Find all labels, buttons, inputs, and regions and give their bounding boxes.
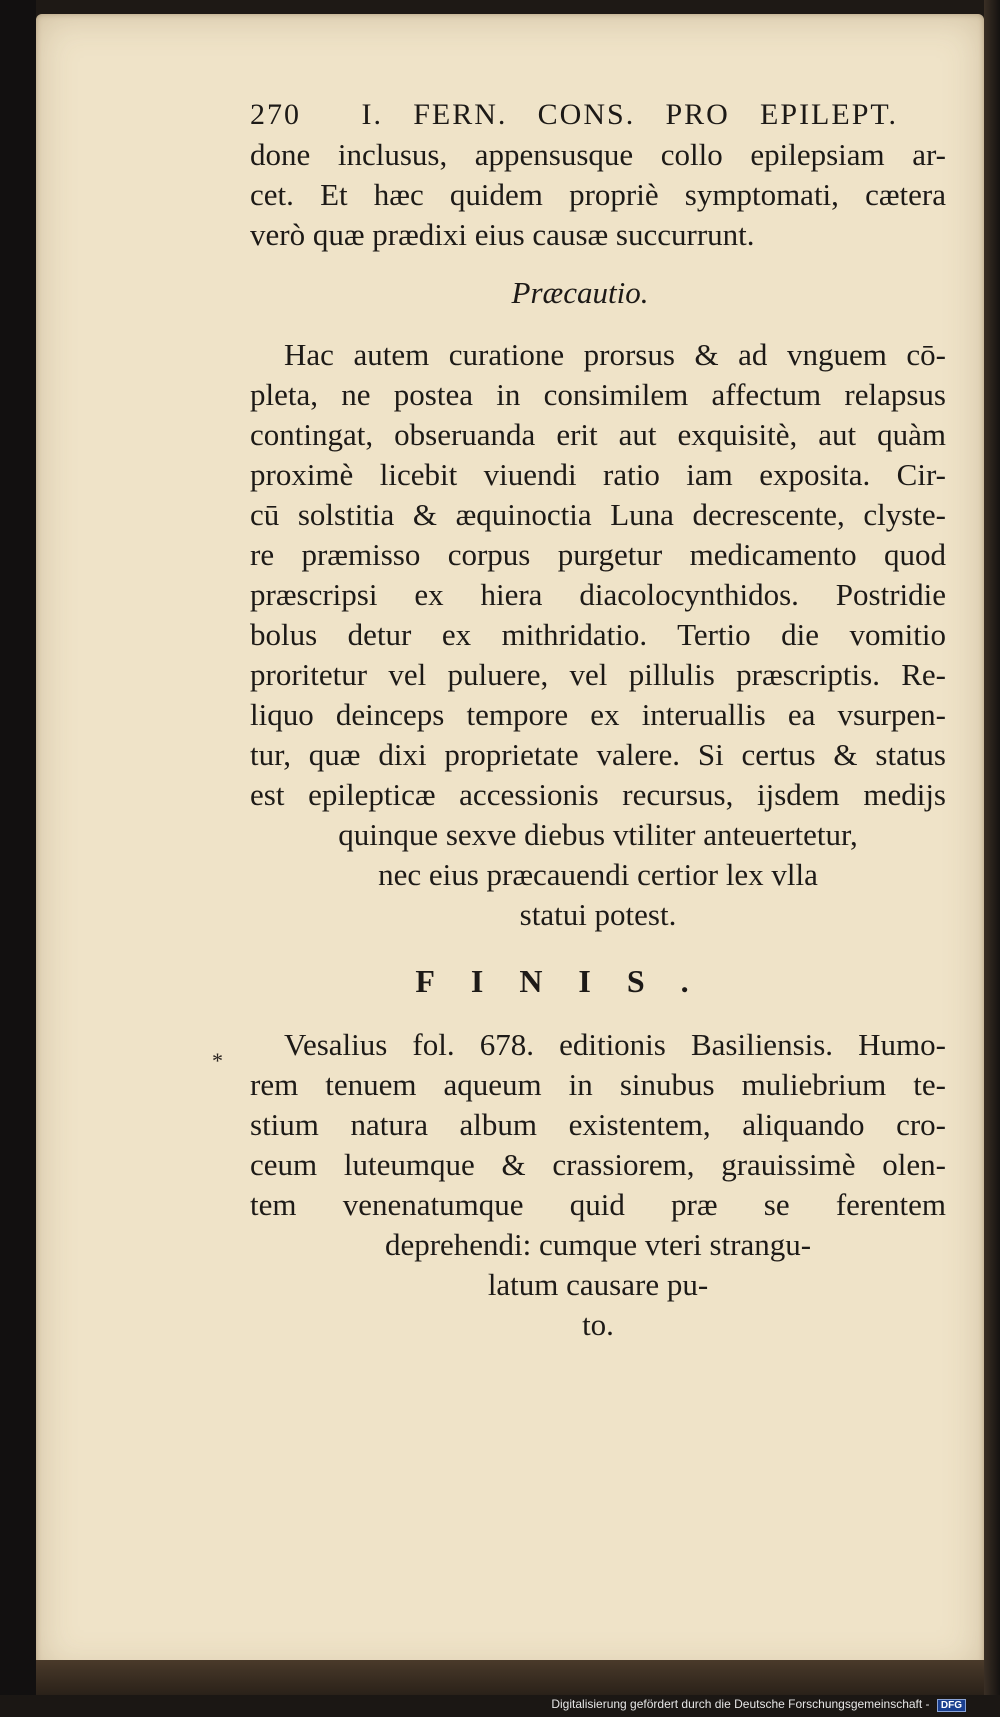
text-line: cū solstitia & æquinoctia Luna decrescente, clyste-: [250, 497, 946, 532]
text-line: done inclusus, appensusque collo epilepsiam ar-: [250, 137, 946, 172]
text-line: cet. Et hæc quidem propriè symptomati, cætera: [250, 177, 946, 212]
text-line: liquo deinceps tempore ex interuallis ea vsurpen-: [250, 697, 946, 732]
dfg-logo-icon: DFG: [937, 1699, 966, 1712]
text-line: re præmisso corpus purgetur medicamento quod: [250, 537, 946, 572]
text-line: proximè licebit viuendi ratio iam exposita. Cir-: [250, 457, 946, 492]
page-number: 270: [250, 98, 301, 131]
intro-paragraph: [250, 135, 950, 255]
text-line: est epilepticæ accessionis recursus, ijsdem medijs: [250, 777, 946, 812]
scan-right-border: [984, 0, 1000, 1695]
text-line: tur, quæ dixi proprietate valere. Si certus & status: [250, 737, 946, 772]
note-line: deprehendi: cumque vteri strangu-: [384, 1227, 812, 1262]
scan-bottom-border: [36, 1660, 984, 1695]
page-text: [250, 95, 950, 1345]
note-line: tem venenatumque quid præ se ferentem: [250, 1187, 946, 1222]
note-line: to.: [582, 1307, 614, 1342]
asterisk-note-marker: *: [212, 1048, 223, 1073]
credit-text: Digitalisierung gefördert durch die Deutsche Forschungsgemeinschaft -: [551, 1697, 930, 1711]
running-title: I. FERN. CONS. PRO EPILEPT.: [361, 98, 898, 131]
text-line: verò quæ prædixi eius causæ succurrunt.: [250, 217, 755, 252]
finis-heading: FINIS.: [415, 963, 725, 999]
note-line: rem tenuem aqueum in sinubus muliebrium te-: [250, 1067, 946, 1102]
text-line: Hac autem curatione prorsus & ad vnguem cō-: [284, 337, 946, 372]
text-line: præscripsi ex hiera diacolocynthidos. Postridie: [250, 577, 946, 612]
section-heading: Præcautio.: [511, 275, 649, 310]
text-line: bolus detur ex mithridatio. Tertio die vomitio: [250, 617, 946, 652]
scan-left-border: [0, 0, 36, 1695]
text-line: contingat, obseruanda erit aut exquisitè, aut quàm: [250, 417, 946, 452]
running-header: [250, 95, 898, 135]
text-line: nec eius præcauendi certior lex vlla: [378, 857, 818, 892]
note-line: ceum luteumque & crassiorem, grauissimè olen-: [250, 1147, 946, 1182]
digitization-credit: [551, 1697, 966, 1712]
note-line: stium natura album existentem, aliquando cro-: [250, 1107, 946, 1142]
main-paragraph: [250, 335, 950, 935]
text-line: pleta, ne postea in consimilem affectum relapsus: [250, 377, 946, 412]
marginal-note: [250, 1025, 950, 1345]
note-line: Vesalius fol. 678. editionis Basiliensis. Humo-: [284, 1027, 946, 1062]
note-line: latum causare pu-: [487, 1267, 709, 1302]
text-line: statui potest.: [519, 897, 677, 932]
text-line: quinque sexve diebus vtiliter anteuertetur,: [338, 817, 858, 852]
text-line: proritetur vel puluere, vel pillulis præscriptis. Re-: [250, 657, 946, 692]
